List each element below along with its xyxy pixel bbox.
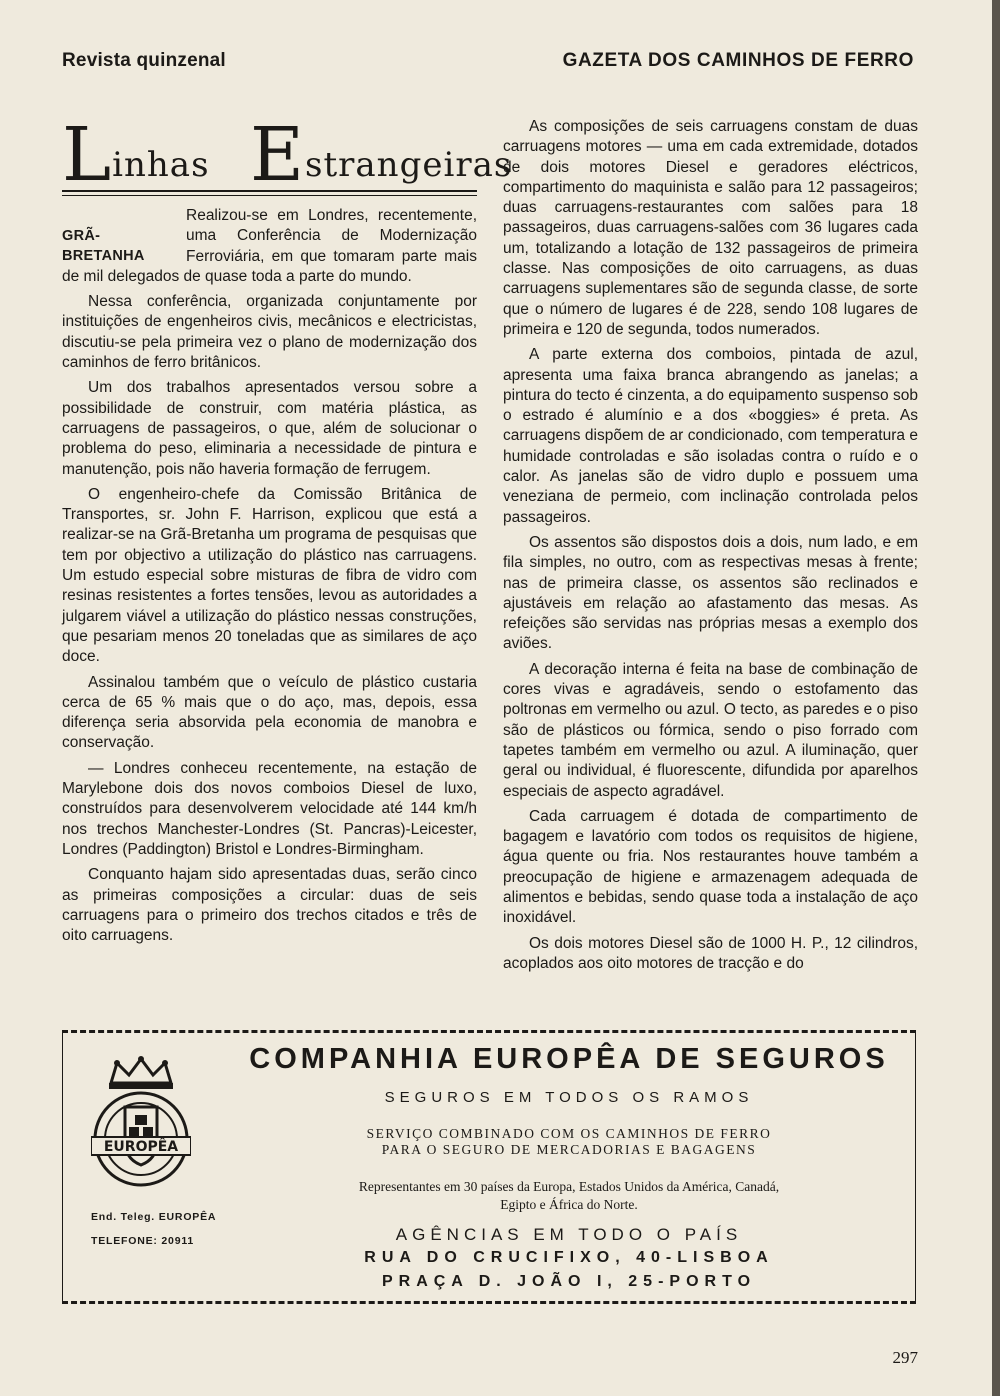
service-description — [229, 1126, 909, 1158]
service-line: SERVIÇO COMBINADO COM OS CAMINHOS DE FERRO — [366, 1126, 772, 1141]
paragraph: Um dos trabalhos apresentados versou sobre a possibilidade de construir, com matéria plástica, as carruagens de passageiros, o que, além de solucionar o problema do peso, eliminaria a necessidade de pintura e manutenção, pois não haveria formação de ferrugem. — [62, 379, 477, 478]
title-initial-e: E — [250, 112, 306, 198]
telegraph-address: End. Teleg. EUROPÊA — [91, 1211, 217, 1223]
paragraph: Cada carruagem é dotada de compartimento de bagagem e lavatório com todos os requisitos de higiene, água quente ou fria. Nos restaurantes houve também a preocupação de higiene e armazenagem adequada de alimentos e bebidas, sendo quase toda a instalação de aço inoxidável. — [503, 807, 918, 927]
region-label: GRÃ-BRETANHA — [62, 228, 145, 265]
right-column — [503, 117, 918, 979]
paragraph: Os dois motores Diesel são de 1000 H. P., 12 cilindros, acoplados aos oito motores de tracção e do — [503, 934, 918, 972]
paragraph: O engenheiro-chefe da Comissão Britânica de Transportes, sr. John F. Harrison, explicou que está a realizar-se na Grã-Bretanha um programa de pesquisas que tem por objectivo a utilização do plástico nas carruagens. Um estudo especial sobre misturas de fibra de vidro com resinas resistentes a fortes tensões, levou as autoridades a julgarem viável a utilização do plástico nessas construções, que pesariam menos 20 toneladas que as similares de aço doce. — [62, 485, 477, 666]
header-publication-title: GAZETA DOS CAMINHOS DE FERRO — [562, 50, 914, 71]
title-initial-l: L — [62, 112, 113, 198]
paragraph: — Londres conheceu recentemente, na estação de Marylebone dois dos novos comboios Diesel de luxo, construídos para desenvolverem velocidade até 144 km/h nos trechos Manchester-Londres (St. Pancras)-Leicester, Londres (Paddington) Bristol e Londres-Birmingham. — [62, 759, 477, 858]
page-number: 297 — [892, 1348, 918, 1367]
company-emblem-icon — [91, 1055, 191, 1195]
paragraph: As composições de seis carruagens constam de duas carruagens motores — uma em cada extremidade, dotados de dois motores Diesel e geradores eléctricos, compartimento do maquinista e salão para 12 passageiros; duas carruagens-restaurantes com salões para 18 passageiros, duas carruagens-salões com 36 lugares cada um, totalizando a lotação de 132 passageiros de primeira classe. Nas composições de oito carruagens, as duas carruagens suplementares são de segunda classe, de sorte que o número de lugares é de 228, sendo 108 lugares de primeira e 120 de segunda, todos numerados. — [503, 118, 918, 338]
section-title — [62, 108, 513, 198]
insurance-advertisement — [62, 1030, 916, 1304]
telephone-number: TELEFONE: 20911 — [91, 1235, 195, 1247]
paragraph: Realizou-se em Londres, recentemente, uma Conferência de Modernização Ferroviária, em que tomaram parte mais de mil delegados de quase toda a parte do mundo. — [62, 207, 477, 285]
company-name: COMPANHIA EUROPÊA DE SEGUROS — [249, 1043, 889, 1075]
representatives-note — [229, 1178, 909, 1214]
company-tagline: SEGUROS EM TODOS OS RAMOS — [384, 1089, 754, 1106]
lisbon-address: RUA DO CRUCIFIXO, 40-LISBOA — [364, 1249, 774, 1266]
left-article-text — [62, 206, 477, 946]
representatives-line: Representantes em 30 países da Europa, Estados Unidos da América, Canadá, — [358, 1179, 780, 1194]
paragraph: Os assentos são dispostos dois a dois, num lado, e em fila simples, no outro, com as respectivas mesas à frente; nas de primeira classe, os assentos são reclinados e ajustáveis em relação ao afastamento das mesas. As refeições são servidas nas próprias mesas a exemplo dos aviões. — [503, 533, 918, 653]
representatives-line: Egipto e África do Norte. — [500, 1197, 638, 1212]
page-edge — [992, 0, 1000, 1396]
service-line: PARA O SEGURO DE MERCADORIAS E BAGAGENS — [381, 1142, 757, 1157]
emblem-text: EUROPÊA — [103, 1139, 179, 1155]
porto-address: PRAÇA D. JOÃO I, 25-PORTO — [381, 1273, 757, 1290]
header-periodicity: Revista quinzenal — [62, 50, 226, 71]
paragraph: Assinalou também que o veículo de plástico custaria cerca de 65 % mais que o do aço, mas, depois, essa diferença seria absorvida pela economia de manobra e conservação. — [62, 673, 477, 752]
left-column — [62, 108, 513, 951]
contact-info — [91, 1205, 221, 1253]
title-word-linhas — [62, 112, 210, 198]
paragraph: Nessa conferência, organizada conjuntamente por instituições de engenheiros civis, mecânicos e electricistas, discutiu-se pela primeira vez o plano de modernização dos caminhos de ferro britânicos. — [62, 293, 477, 372]
paragraph: A parte externa dos comboios, pintada de azul, apresenta uma faixa branca abrangendo as janelas; a pintura do tecto é cinzenta, a do equipamento suspenso sob o estrado é alumínio e a dos «boggies» é preta. As carruagens dispõem de ar condicionado, com temperatura e humidade controladas e são isoladas contra o ruído e o calor. As janelas são de vidro duplo e possuem uma veneziana de permeio, com inclinação controlada pelos passageiros. — [503, 346, 918, 526]
title-word-estrangeiras — [250, 112, 513, 198]
agencies-line: AGÊNCIAS EM TODO O PAÍS — [395, 1225, 743, 1244]
title-rest-estrangeiras: strangeiras — [305, 145, 513, 185]
title-rest-linhas: inhas — [112, 145, 210, 185]
paragraph: Conquanto hajam sido apresentadas duas, serão cinco as primeiras composições a circular: duas de seis carruagens para o primeiro dos trechos citados e três de oito carruagens. — [62, 866, 477, 945]
paragraph: A decoração interna é feita na base de combinação de cores vivas e agradáveis, sendo o estofamento das poltronas em vermelho ou azul. O tecto, as paredes e o piso são de plásticos ou fórmica, sendo o piso forrado com tapetes também em vermelho ou azul. A iluminação, quer geral ou individual, é fluorescente, difundida por aparelhos especiais de aspecto agradável. — [503, 660, 918, 800]
